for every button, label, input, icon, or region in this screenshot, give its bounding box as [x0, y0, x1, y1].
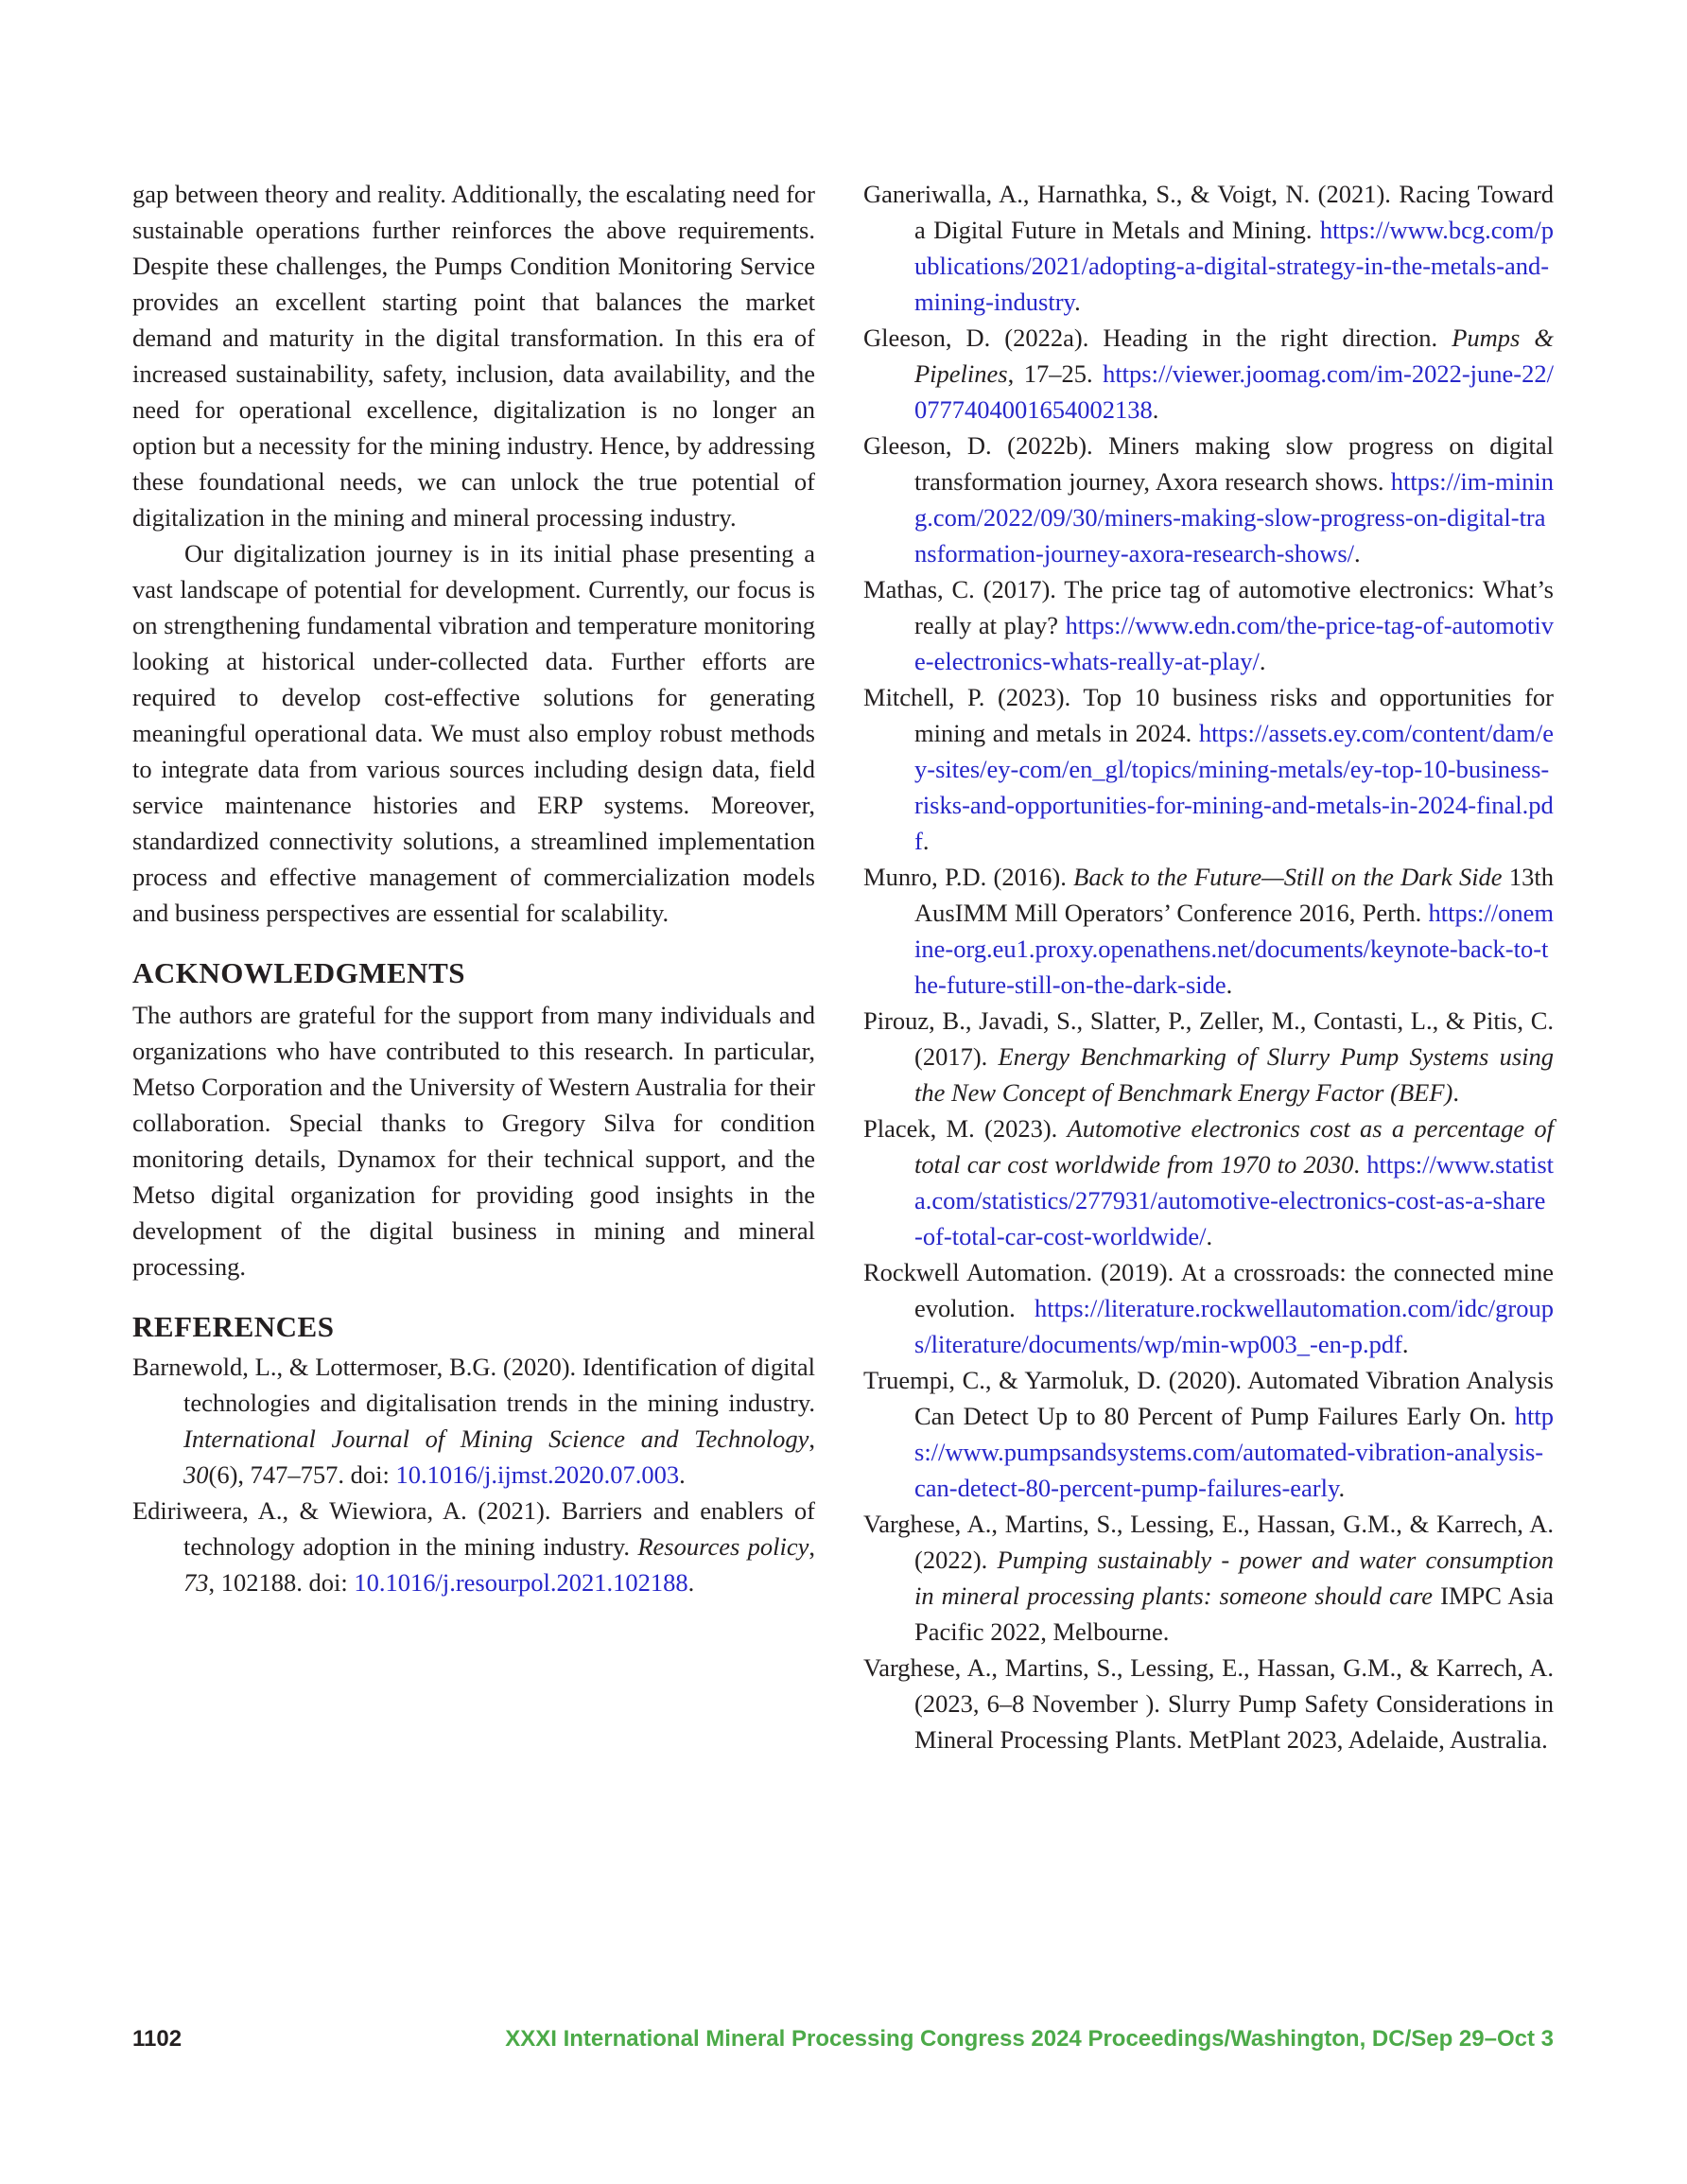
reference-item	[132, 1349, 815, 1493]
reference-text: .	[1452, 1078, 1459, 1107]
reference-url-link[interactable]: https://www.edn.com/the-price-tag-of-automotive-electronics-whats-really-at-play/	[914, 611, 1554, 675]
reference-url-link[interactable]: https://viewer.joomag.com/im-2022-june-22/0777404001654002138	[914, 359, 1554, 424]
reference-item	[863, 679, 1554, 859]
references-heading: REFERENCES	[132, 1310, 335, 1343]
reference-volume: 73	[183, 1568, 209, 1597]
reference-text: Gleeson, D. (2022b). Miners making slow progress on digital transformation journey, Axora research shows.	[863, 431, 1554, 496]
reference-item	[863, 571, 1554, 679]
reference-item	[863, 1110, 1554, 1254]
reference-journal: International Journal of Mining Science and Technology	[183, 1424, 809, 1453]
reference-text: .	[1353, 1150, 1367, 1179]
reference-text: .	[1226, 970, 1233, 999]
reference-text: ,	[809, 1532, 815, 1561]
reference-item	[863, 1506, 1554, 1650]
reference-text: Mathas, C. (2017). The price tag of automotive electronics: What’s really at play?	[863, 575, 1554, 639]
page-footer	[132, 2026, 1554, 2058]
reference-text: Ediriweera, A., & Wiewiora, A. (2021). Barriers and enablers of technology adoption in the mining industry.	[132, 1496, 815, 1561]
reference-url-link[interactable]: https://assets.ey.com/content/dam/ey-sites/ey-com/en_gl/topics/mining-metals/ey-top-10-business-risks-and-opportunities-for-mining-and-metals-in-2024-final.pdf	[914, 719, 1554, 855]
acknowledgments-heading: ACKNOWLEDGMENTS	[132, 956, 465, 989]
running-head: XXXI International Mineral Processing Congress 2024 Proceedings/Washington, DC/Sep 29–Oct 3	[505, 2026, 1554, 2052]
body-paragraph-2: Our digitalization journey is in its initial phase presenting a vast landscape of potential for development. Currently, our focus is on strengthening fundamental vibration and temperature monitoring looking at historical under-collected data. Further efforts are required to develop cost-effective solutions for generating meaningful operational data. We must also employ robust methods to integrate data from various sources including design data, field service maintenance histories and ERP systems. Moreover, standardized connectivity solutions, a streamlined implementation process and effective management of commercialization models and business perspectives are essential for scalability.	[132, 539, 815, 927]
reference-text: Truempi, C., & Yarmoluk, D. (2020). Automated Vibration Analysis Can Detect Up to 80 Percent of Pump Failures Early On.	[863, 1366, 1554, 1430]
right-column	[863, 176, 1554, 1757]
reference-text: ,	[809, 1424, 815, 1453]
reference-text: Pirouz, B., Javadi, S., Slatter, P., Zeller, M., Contasti, L., & Pitis, C. (2017).	[863, 1006, 1554, 1071]
reference-text: (6), 747–757. doi:	[208, 1460, 396, 1489]
reference-text: Barnewold, L., & Lottermoser, B.G. (2020). Identification of digital technologies and digitalisation trends in the mining industry.	[132, 1353, 815, 1417]
reference-text: .	[1354, 539, 1361, 568]
reference-text: .	[1074, 288, 1081, 316]
left-column	[132, 176, 815, 1600]
reference-text: .	[922, 827, 930, 855]
reference-text: Varghese, A., Martins, S., Lessing, E., Hassan, G.M., & Karrech, A. (2022).	[863, 1510, 1554, 1574]
reference-text: Placek, M. (2023).	[863, 1114, 1068, 1143]
reference-item	[863, 1254, 1554, 1362]
reference-text: .	[687, 1568, 695, 1597]
reference-text: .	[1152, 395, 1159, 424]
reference-doi-link[interactable]: 10.1016/j.ijmst.2020.07.003	[395, 1460, 680, 1489]
reference-item	[132, 1493, 815, 1600]
reference-text: Munro, P.D. (2016).	[863, 863, 1074, 891]
reference-item	[863, 1003, 1554, 1110]
reference-title: Energy Benchmarking of Slurry Pump Systems using the New Concept of Benchmark Energy Factor (BEF)	[914, 1042, 1554, 1107]
reference-title: Automotive electronics cost as a percentage of total car cost worldwide from 1970 to 2030	[914, 1114, 1554, 1179]
reference-text: .	[1338, 1474, 1346, 1502]
reference-item	[863, 428, 1554, 571]
reference-text: Rockwell Automation. (2019). At a crossroads: the connected mine evolution.	[863, 1258, 1554, 1322]
reference-doi-link[interactable]: 10.1016/j.resourpol.2021.102188	[354, 1568, 688, 1597]
reference-url-link[interactable]: https://www.statista.com/statistics/277931/automotive-electronics-cost-as-a-share-of-total-car-cost-worldwide/	[914, 1150, 1555, 1250]
reference-journal: Pumps & Pipelines	[914, 323, 1554, 388]
reference-item	[863, 859, 1554, 1003]
reference-journal: Resources policy	[637, 1532, 809, 1561]
reference-title: Pumping sustainably - power and water consumption in mineral processing plants: someone should care	[914, 1546, 1554, 1610]
reference-url-link[interactable]: https://www.pumpsandsystems.com/automated-vibration-analysis-can-detect-80-percent-pump-failures-early	[914, 1402, 1554, 1502]
reference-text: Mitchell, P. (2023). Top 10 business risks and opportunities for mining and metals in 2024.	[863, 683, 1554, 747]
reference-text: Ganeriwalla, A., Harnathka, S., & Voigt, N. (2021). Racing Toward a Digital Future in Metals and Mining.	[863, 180, 1554, 244]
reference-url-link[interactable]: https://www.bcg.com/publications/2021/adopting-a-digital-strategy-in-the-metals-and-mining-industry	[914, 216, 1554, 316]
reference-item	[863, 176, 1554, 320]
reference-text: Varghese, A., Martins, S., Lessing, E., Hassan, G.M., & Karrech, A. (2023, 6–8 November ). Slurry Pump Safety Considerations in Mineral Processing Plants. MetPlant 2023, Adelaide, Australia.	[863, 1653, 1554, 1754]
reference-url-link[interactable]: https://onemine-org.eu1.proxy.openathens.net/documents/keynote-back-to-the-future-still-on-the-dark-side	[914, 899, 1554, 999]
reference-volume: 30	[183, 1460, 209, 1489]
reference-url-link[interactable]: https://im-mining.com/2022/09/30/miners-making-slow-progress-on-digital-transformation-journey-axora-research-shows/	[914, 467, 1554, 568]
reference-text: , 17–25.	[1007, 359, 1104, 388]
reference-text: .	[1259, 647, 1266, 675]
reference-text: , 102188. doi:	[208, 1568, 355, 1597]
reference-text: .	[679, 1460, 686, 1489]
reference-text: IMPC Asia Pacific 2022, Melbourne.	[914, 1581, 1554, 1646]
reference-text: .	[1401, 1330, 1409, 1358]
reference-text: .	[1206, 1222, 1213, 1250]
reference-text: Gleeson, D. (2022a). Heading in the right direction.	[863, 323, 1452, 352]
reference-item	[863, 1650, 1554, 1757]
reference-text: 13th AusIMM Mill Operators’ Conference 2016, Perth.	[914, 863, 1554, 927]
reference-item	[863, 1362, 1554, 1506]
reference-url-link[interactable]: https://literature.rockwellautomation.com/idc/groups/literature/documents/wp/min-wp003_-en-p.pdf	[914, 1294, 1554, 1358]
reference-title: Back to the Future—Still on the Dark Side	[1073, 863, 1503, 891]
reference-item	[863, 320, 1554, 428]
page-number: 1102	[132, 2026, 183, 2052]
acknowledgments-text: The authors are grateful for the support from many individuals and organizations who have contributed to this research. In particular, Metso Corporation and the University of Western Australia for their collaboration. Special thanks to Gregory Silva for condition monitoring details, Dynamox for their technical support, and the Metso digital organization for providing good insights in the development of the digital business in mining and mineral processing.	[132, 1001, 815, 1281]
body-paragraph-1: gap between theory and reality. Additionally, the escalating need for sustainable operations further reinforces the above requirements. Despite these challenges, the Pumps Condition Monitoring Service provides an excellent starting point that balances the market demand and maturity in the digital transformation. In this era of increased sustainability, safety, inclusion, data availability, and the need for operational excellence, digitalization is no longer an option but a necessity for the mining industry. Hence, by addressing these foundational needs, we can unlock the true potential of digitalization in the mining and mineral processing industry.	[132, 180, 815, 532]
